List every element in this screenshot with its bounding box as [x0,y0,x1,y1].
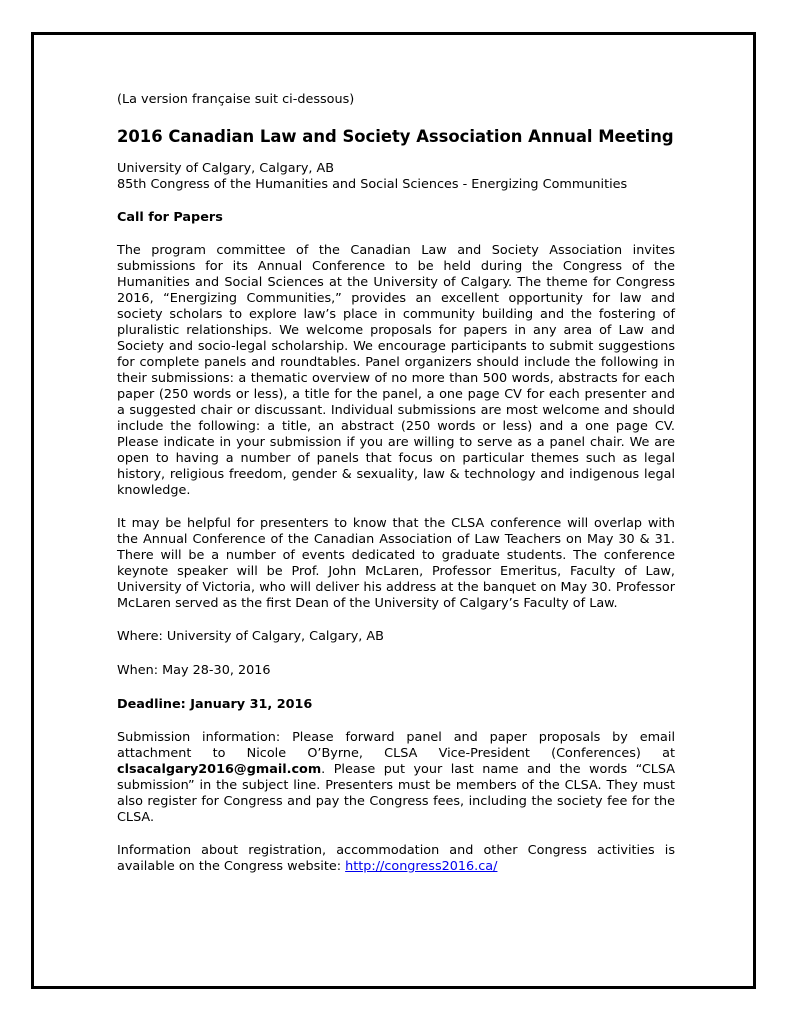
page-title: 2016 Canadian Law and Society Association Annual Meeting [117,127,674,146]
french-version-note: (La version française suit ci-dessous) [117,92,355,107]
venue-line-1: University of Calgary, Calgary, AB [117,161,335,176]
submission-text-before: Submission information: Please forward panel and paper proposals by email attachment to Nicole O’Byrne, CLSA Vice-President (Conferences) at [117,730,675,761]
call-for-papers-heading: Call for Papers [117,210,223,225]
submission-text-after: . Please put your last name and the words “CLSA submission” in the subject line. Presenters must be members of the CLSA. They must also register for Congress and pay the Congress fees, including the society fee for the CLSA. [117,762,675,825]
program-paragraph: The program committee of the Canadian Law and Society Association invites submissions for its Annual Conference to be held during the Congress of the Humanities and Social Sciences at the University of Calgary. The theme for Congress 2016, “Energizing Communities,” provides an excellent opportunity for law and society scholars to explore law’s place in community building and the fostering of pluralistic relationships. We welcome proposals for papers in any area of Law and Society and socio-legal scholarship. We encourage participants to submit suggestions for complete panels and roundtables. Panel organizers should include the following in their submissions: a thematic overview of no more than 500 words, abstracts for each paper (250 words or less), a title for the panel, a one page CV for each presenter and a suggested chair or discussant. Individual submissions are most welcome and should include the following: a title, an abstract (250 words or less) and a one page CV. Please indicate in your submission if you are willing to serve as a panel chair. We are open to having a number of panels that focus on particular themes such as legal history, religious freedom, gender & sexuality, law & technology and indigenous legal knowledge. [117,243,675,498]
deadline-line: Deadline: January 31, 2016 [117,697,313,712]
congress-website-link[interactable]: http://congress2016.ca/ [345,859,498,874]
venue-line-2: 85th Congress of the Humanities and Social Sciences - Energizing Communities [117,177,628,192]
overlap-paragraph: It may be helpful for presenters to know that the CLSA conference will overlap with the Annual Conference of the Canadian Association of Law Teachers on May 30 & 31. There will be a number of events dedicated to graduate students. The conference keynote speaker will be Prof. John McLaren, Professor Emeritus, Faculty of Law, University of Victoria, who will deliver his address at the banquet on May 30. Professor McLaren served as the first Dean of the University of Calgary’s Faculty of Law. [117,516,675,611]
info-paragraph [117,843,675,875]
where-line: Where: University of Calgary, Calgary, AB [117,629,384,644]
when-line: When: May 28-30, 2016 [117,663,271,678]
submission-paragraph [117,730,675,826]
submission-email[interactable]: clsacalgary2016@gmail.com [117,762,322,777]
info-text: Information about registration, accommodation and other Congress activities is available on the Congress website: [117,843,675,874]
document-body [117,92,675,875]
